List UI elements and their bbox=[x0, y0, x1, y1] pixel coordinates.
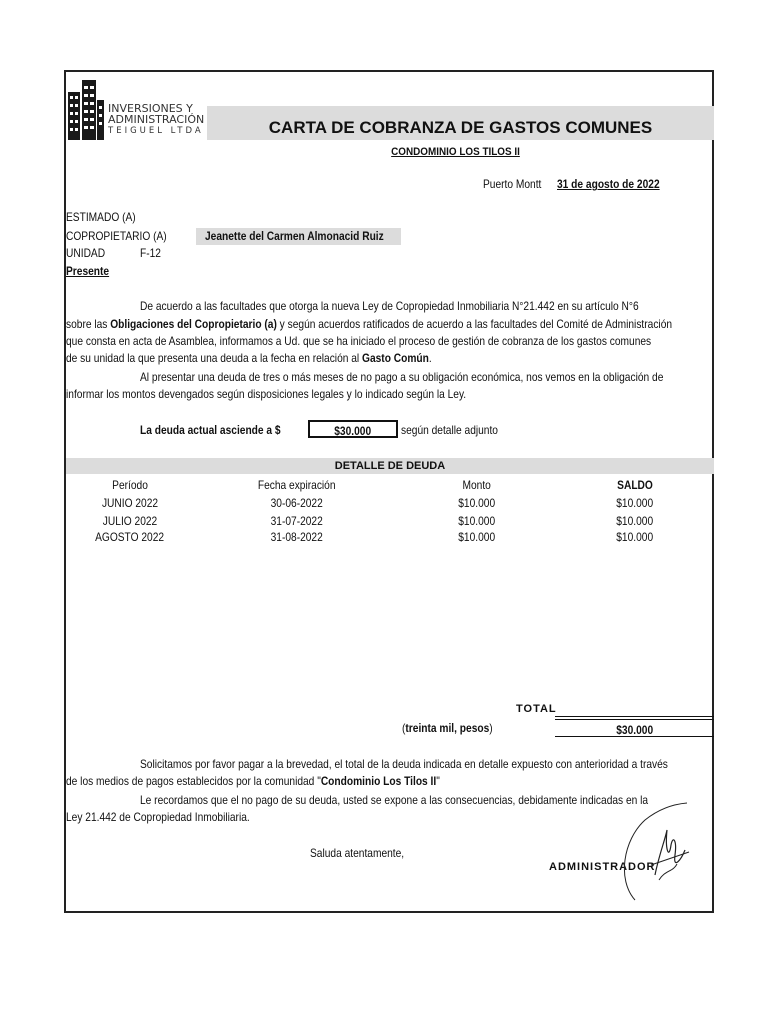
total-words: treinta mil, pesos bbox=[405, 721, 490, 735]
row-3-saldo: $10.000 bbox=[616, 530, 654, 544]
row-3-monto-wrap bbox=[437, 528, 517, 546]
debt-amount: $30.000 bbox=[334, 424, 372, 438]
page-title: CARTA DE COBRANZA DE GASTOS COMUNES bbox=[268, 118, 653, 137]
col-monto-header: Monto bbox=[462, 478, 492, 492]
row-1-periodo: JUNIO 2022 bbox=[101, 496, 159, 510]
total-amount: $30.000 bbox=[616, 723, 654, 737]
row-2-fecha: 31-07-2022 bbox=[270, 514, 324, 528]
letter-date: 31 de agosto de 2022 bbox=[557, 177, 660, 191]
row-1-saldo: $10.000 bbox=[616, 496, 654, 510]
row-3-periodo: AGOSTO 2022 bbox=[95, 530, 165, 544]
condominium-name-wrap bbox=[300, 142, 610, 160]
logo-line-1: INVERSIONES Y bbox=[108, 102, 193, 115]
row-3-monto: $10.000 bbox=[458, 530, 496, 544]
logo-line-3: TEIGUEL LTDA bbox=[108, 126, 204, 136]
row-3-fecha: 31-08-2022 bbox=[270, 530, 324, 544]
row-2-monto: $10.000 bbox=[458, 514, 496, 528]
row-1-saldo-wrap bbox=[595, 494, 675, 512]
row-3-periodo-wrap bbox=[80, 528, 180, 546]
city-text: Puerto Montt bbox=[483, 177, 542, 191]
debt-suffix: según detalle adjunto bbox=[401, 423, 498, 437]
estimado-label: ESTIMADO (A) bbox=[66, 210, 136, 224]
total-bottom-rule bbox=[555, 736, 714, 737]
row-3-fecha-wrap bbox=[237, 528, 357, 546]
col-monto-header-wrap bbox=[437, 476, 517, 494]
unidad-label: UNIDAD bbox=[66, 246, 106, 260]
body-p1-line2 bbox=[66, 317, 672, 331]
body-p1-line4-b: . bbox=[428, 351, 432, 365]
row-2-saldo: $10.000 bbox=[616, 514, 654, 528]
condominio-bold: Condominio Los Tilos II bbox=[320, 774, 437, 788]
logo-line-2: ADMINISTRACIÓN bbox=[108, 113, 205, 126]
col-saldo-header-wrap bbox=[595, 476, 675, 494]
col-periodo-header: Período bbox=[112, 478, 148, 492]
body-p1-line2-a: sobre las bbox=[66, 317, 111, 331]
col-fecha-header-wrap bbox=[237, 476, 357, 494]
copropietario-name: Jeanette del Carmen Almonacid Ruiz bbox=[205, 229, 384, 243]
row-1-fecha-wrap bbox=[237, 494, 357, 512]
closing-p2-line1: Le recordamos que el no pago de su deuda, usted se expone a las consecuencias, debidamente indicadas en la bbox=[140, 793, 649, 807]
body-p2-line1: Al presentar una deuda de tres o más meses de no pago a su obligación económica, nos vemos en la obligación de bbox=[140, 370, 664, 384]
presente-label: Presente bbox=[66, 264, 110, 278]
col-periodo-header-wrap bbox=[80, 476, 180, 494]
total-label: TOTAL bbox=[516, 703, 557, 715]
row-1-periodo-wrap bbox=[80, 494, 180, 512]
closing-p1-line2 bbox=[66, 774, 440, 788]
total-words-open: ( bbox=[402, 721, 406, 735]
body-p1-line1: De acuerdo a las facultades que otorga la nueva Ley de Copropiedad Inmobiliaria N°21.442 en su artículo N°6 bbox=[140, 299, 639, 313]
body-p1-line2-b: y según acuerdos ratificados de acuerdo a las facultades del Comité de Administración bbox=[276, 317, 673, 331]
closing-p1-line2-a: de los medios de pagos establecidos por la comunidad " bbox=[66, 774, 321, 788]
building-logo-icon bbox=[66, 78, 106, 140]
col-fecha-header: Fecha expiración bbox=[258, 478, 336, 492]
row-1-fecha: 30-06-2022 bbox=[270, 496, 324, 510]
closing-p1-line2-b: " bbox=[436, 774, 440, 788]
debt-label: La deuda actual asciende a $ bbox=[140, 423, 281, 437]
col-saldo-header: SALDO bbox=[617, 478, 653, 492]
total-words-close: ) bbox=[489, 721, 493, 735]
body-p2-line2: informar los montos devengados según disposiciones legales y lo indicado según la Ley. bbox=[66, 387, 467, 401]
salutation: Saluda atentamente, bbox=[310, 846, 405, 860]
gasto-comun-bold: Gasto Común bbox=[362, 351, 429, 365]
row-1-monto-wrap bbox=[437, 494, 517, 512]
obligaciones-bold: Obligaciones del Copropietario (a) bbox=[110, 317, 277, 331]
total-rule bbox=[555, 716, 714, 717]
signature-icon bbox=[615, 800, 695, 905]
body-p1-line4 bbox=[66, 351, 432, 365]
body-p1-line3: que consta en acta de Asamblea, informamos a Ud. que se ha iniciado el proceso de gestión de cobranza de los gastos comunes bbox=[66, 334, 652, 348]
total-in-words bbox=[402, 721, 493, 735]
closing-p2-line2: Ley 21.442 de Copropiedad Inmobiliaria. bbox=[66, 810, 250, 824]
condominium-name: CONDOMINIO LOS TILOS II bbox=[390, 146, 520, 158]
row-2-periodo: JULIO 2022 bbox=[102, 514, 158, 528]
debt-amount-box bbox=[308, 420, 398, 438]
row-1-monto: $10.000 bbox=[458, 496, 496, 510]
total-double-rule-top bbox=[555, 719, 714, 720]
row-3-saldo-wrap bbox=[595, 528, 675, 546]
unidad-value: F-12 bbox=[140, 246, 161, 260]
body-p1-line4-a: de su unidad la que presenta una deuda a la fecha en relación al bbox=[66, 351, 363, 365]
signer-title: ADMINISTRADOR bbox=[549, 861, 656, 873]
closing-p1-line1: Solicitamos por favor pagar a la brevedad, el total de la deuda indicada en detalle expuesto con anterioridad a través bbox=[140, 757, 668, 771]
copropietario-label: COPROPIETARIO (A) bbox=[66, 229, 167, 243]
detail-title: DETALLE DE DEUDA bbox=[334, 460, 446, 472]
